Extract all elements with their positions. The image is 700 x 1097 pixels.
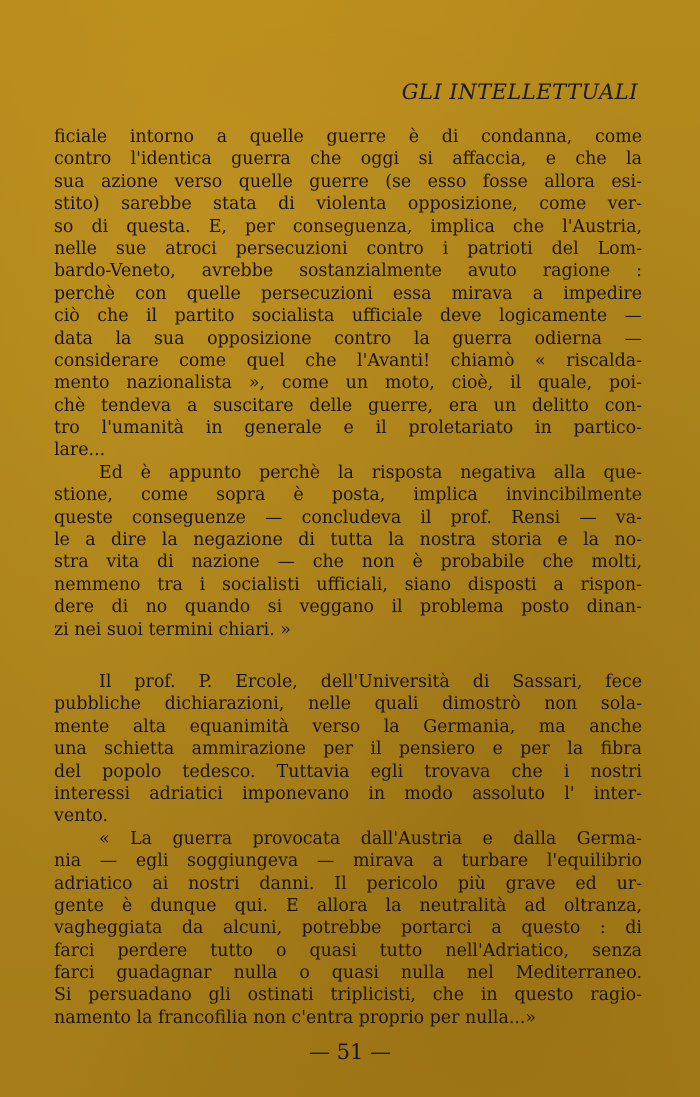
text-line: ficiale intorno a quelle guerre è di condanna, come bbox=[54, 127, 642, 147]
text-line: so di questa. E, per conseguenza, implica che l'Austria, bbox=[54, 216, 642, 237]
text-line: « La guerra provocata dall'Austria e dalla Germa- bbox=[99, 828, 642, 849]
text-line: vento. bbox=[54, 806, 108, 827]
text-line: nelle sue atroci persecuzioni contro i patrioti del Lom- bbox=[54, 238, 642, 259]
text-line: tro l'umanità in generale e il proletariato in partico- bbox=[54, 418, 642, 439]
paragraph bbox=[54, 828, 642, 1030]
text-line: adriatico ai nostri danni. Il pericolo più grave ed ur- bbox=[54, 873, 642, 894]
text-line: namento la francofilia non c'entra proprio per nulla...» bbox=[54, 1007, 537, 1028]
paragraph bbox=[54, 126, 642, 462]
text-line: farci guadagnar nulla o quasi nulla nel Mediterraneo. bbox=[54, 963, 642, 984]
text-line: nia — egli soggiungeva — mirava a turbare l'equilibrio bbox=[54, 851, 642, 872]
text-line: Ed è appunto perchè la risposta negativa alla que- bbox=[99, 462, 642, 483]
running-head: GLI INTELLETTUALI bbox=[401, 80, 638, 104]
text-line: nemmeno tra i socialisti ufficiali, siano disposti a rispon- bbox=[54, 574, 642, 595]
text-line: interessi adriatici imponevano in modo assoluto l' inter- bbox=[54, 783, 642, 804]
text-line: le a dire la negazione di tutta la nostra storia e la no- bbox=[54, 530, 642, 551]
text-line: una schietta ammirazione per il pensiero e per la fibra bbox=[54, 739, 642, 760]
text-line: sua azione verso quelle guerre (se esso fosse allora esi- bbox=[54, 171, 642, 192]
text-line: mento nazionalista », come un moto, cioè, il quale, poi- bbox=[54, 373, 642, 394]
paragraph bbox=[54, 462, 642, 641]
text-line: Il prof. P. Ercole, dell'Università di Sassari, fece bbox=[99, 671, 642, 692]
text-line: stito) sarebbe stata di violenta opposizione, come ver- bbox=[54, 194, 642, 215]
text-line: contro l'identica guerra che oggi si affaccia, e che la bbox=[54, 149, 642, 170]
body-text bbox=[54, 126, 642, 1029]
text-line: considerare come quel che l'Avanti! chiamò « riscalda- bbox=[54, 350, 642, 371]
text-line: bardo-Veneto, avrebbe sostanzialmente avuto ragione : bbox=[54, 261, 642, 282]
text-line: queste conseguenze — concludeva il prof. Rensi — va- bbox=[54, 507, 642, 528]
page-number: — 51 — bbox=[308, 1040, 392, 1064]
text-line: pubbliche dichiarazioni, nelle quali dimostrò non sola- bbox=[54, 694, 642, 715]
text-line: Si persuadano gli ostinati triplicisti, che in questo ragio- bbox=[54, 985, 642, 1006]
text-line: perchè con quelle persecuzioni essa mirava a impedire bbox=[54, 283, 642, 304]
text-line: chè tendeva a suscitare delle guerre, era un delitto con- bbox=[54, 395, 642, 416]
text-line: farci perdere tutto o quasi tutto nell'Adriatico, senza bbox=[54, 940, 642, 961]
text-line: stra vita di nazione — che non è probabile che molti, bbox=[54, 552, 642, 573]
paragraph bbox=[54, 671, 642, 828]
text-line: mente alta equanimità verso la Germania, ma anche bbox=[54, 716, 642, 737]
text-line: ciò che il partito socialista ufficiale deve logicamente — bbox=[54, 306, 642, 327]
text-line: lare... bbox=[54, 440, 106, 461]
section-gap bbox=[54, 641, 642, 671]
text-line: data la sua opposizione contro la guerra odierna — bbox=[54, 328, 642, 349]
text-line: gente è dunque qui. E allora la neutralità ad oltranza, bbox=[54, 895, 642, 916]
text-line: stione, come sopra è posta, implica invincibilmente bbox=[54, 485, 642, 506]
text-line: zi nei suoi termini chiari. » bbox=[54, 619, 291, 640]
text-line: vagheggiata da alcuni, potrebbe portarci a questo : di bbox=[54, 918, 642, 939]
text-line: dere di no quando si veggano il problema posto dinan- bbox=[54, 597, 642, 618]
text-line: del popolo tedesco. Tuttavia egli trovava che i nostri bbox=[54, 761, 642, 782]
